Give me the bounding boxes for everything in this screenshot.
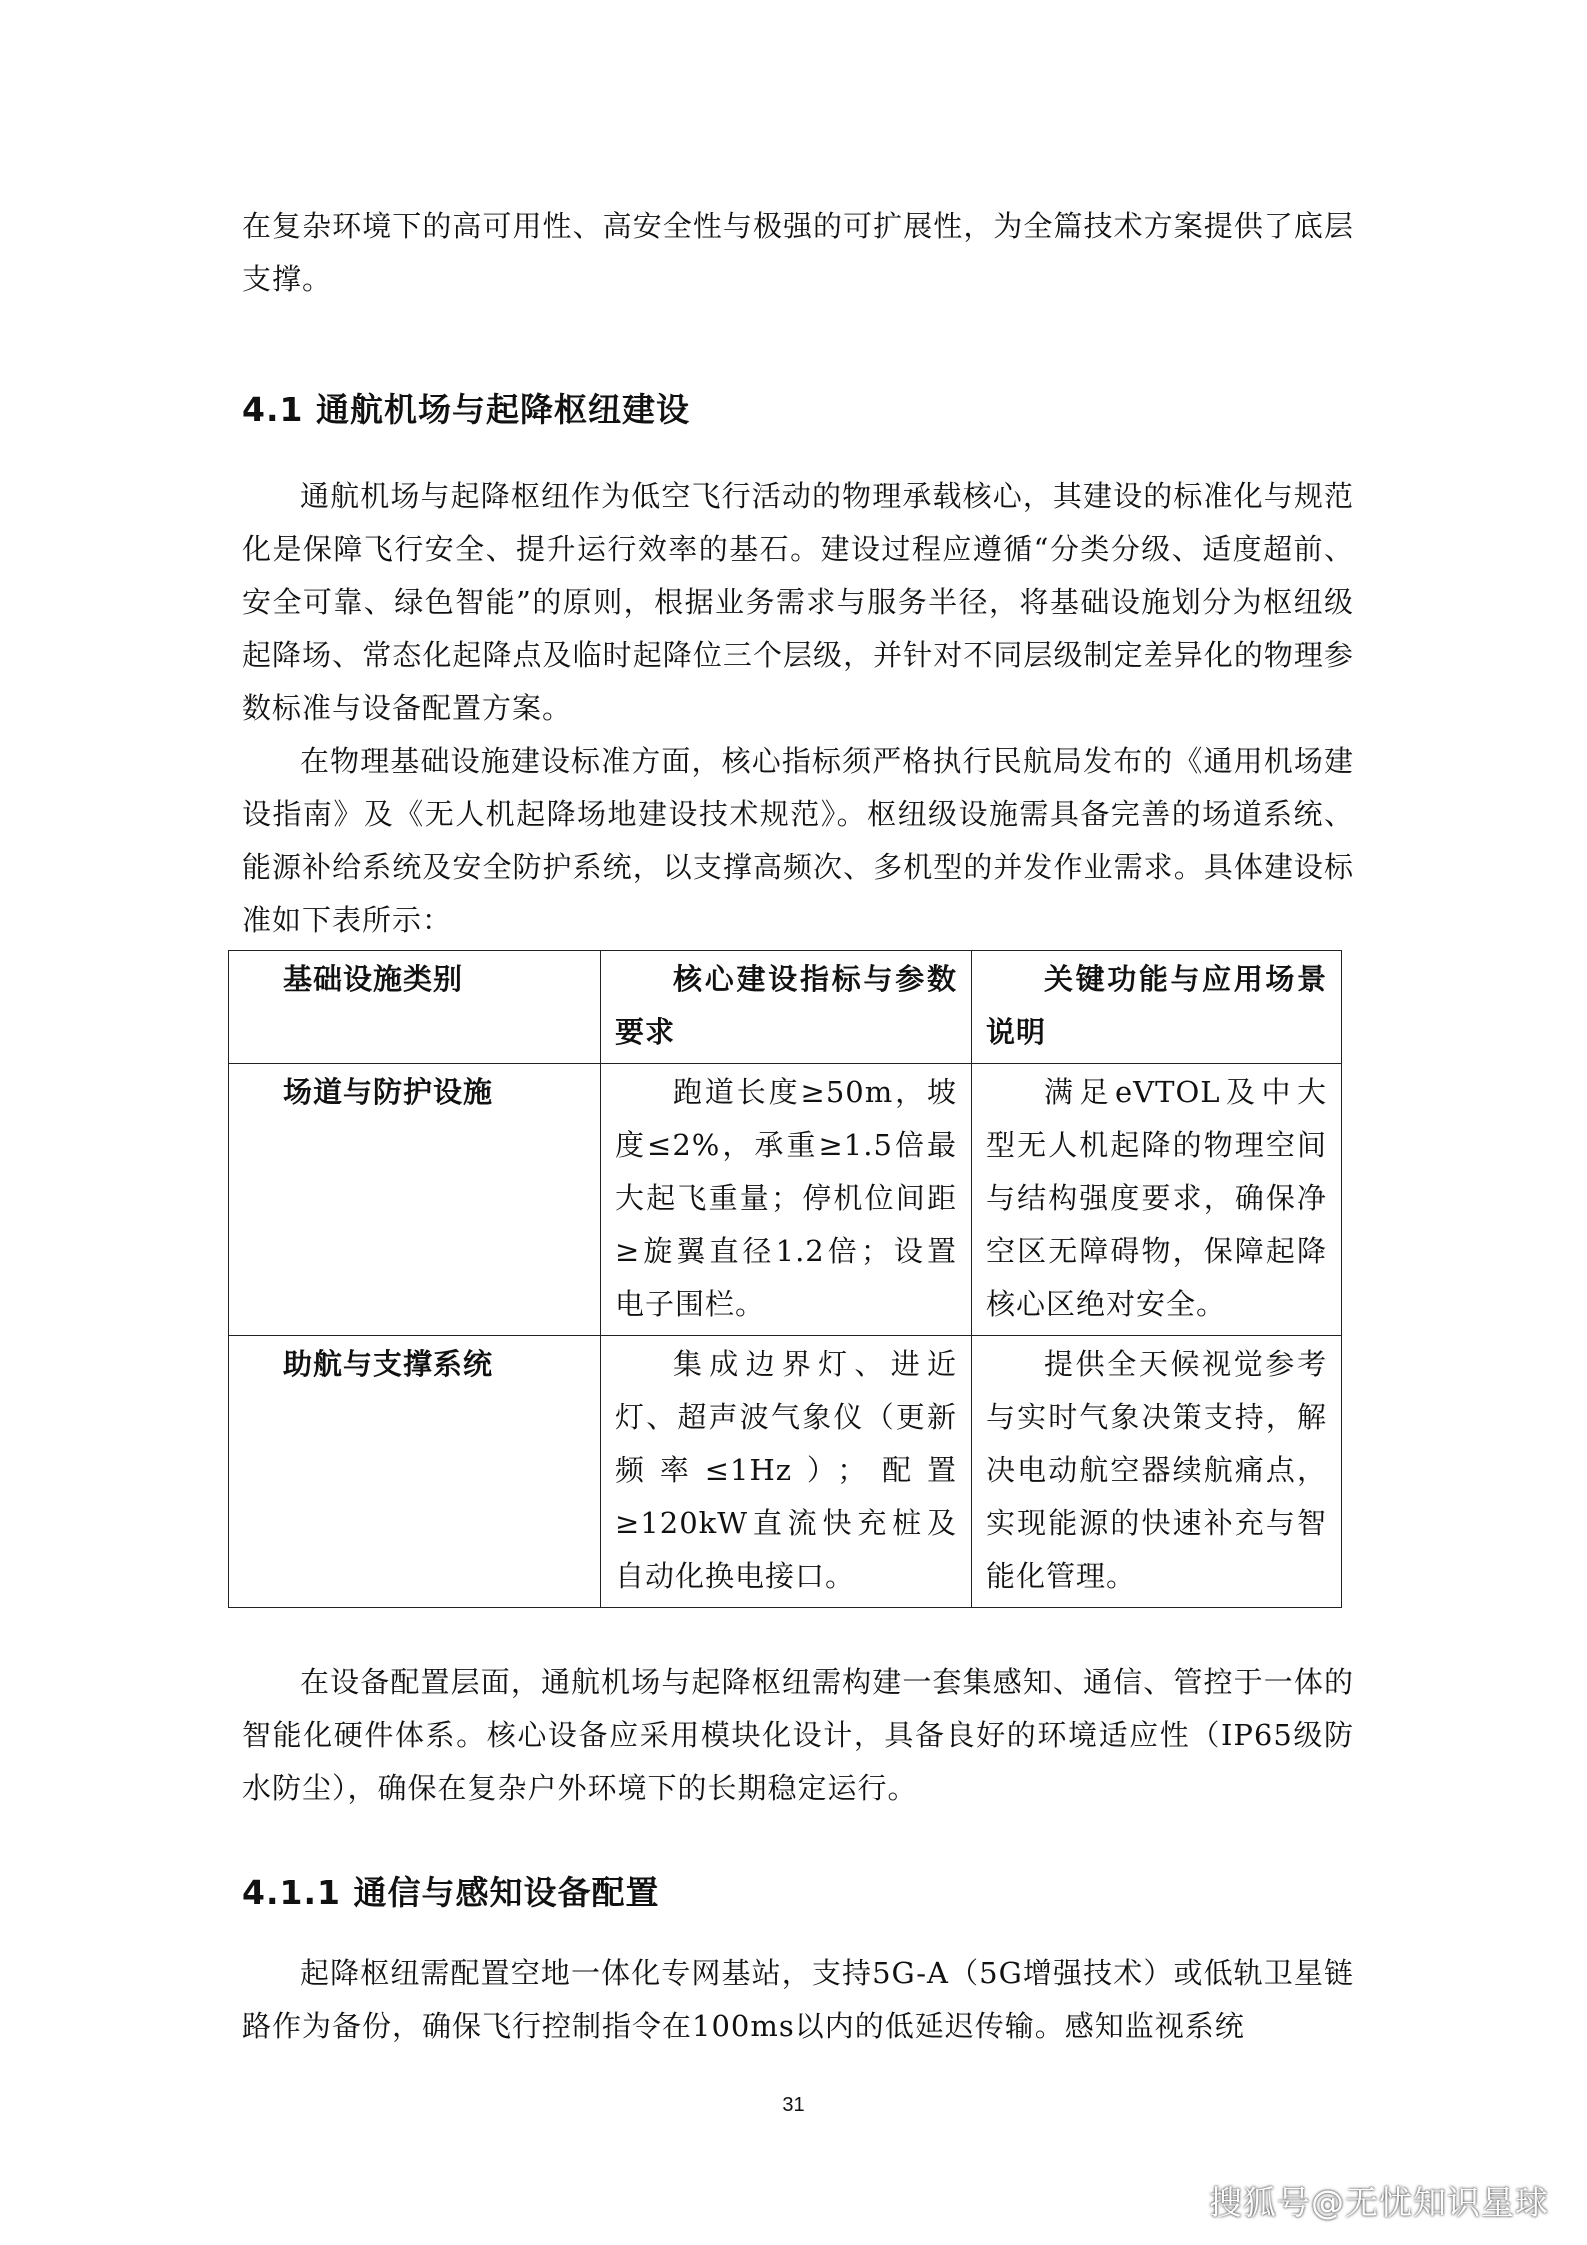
table-cell-category: 助航与支撑系统	[229, 1336, 601, 1608]
section-heading-4-1-1: 4.1.1 通信与感知设备配置	[242, 1873, 660, 1912]
table-cell-description: 提供全天候视觉参考与实时气象决策支持，解决电动航空器续航痛点，实现能源的快速补充与智能化管理。	[972, 1336, 1342, 1608]
table-header-cell: 基础设施类别	[229, 951, 601, 1064]
paragraph-equipment: 在设备配置层面，通航机场与起降枢纽需构建一套集感知、通信、管控于一体的智能化硬件体系。核心设备应采用模块化设计，具备良好的环境适应性（IP65级防水防尘），确保在复杂户外环境下的长期稳定运行。	[242, 1665, 1354, 1805]
table-header-cell: 核心建设指标与参数要求	[601, 951, 972, 1064]
construction-standards-table	[228, 950, 1342, 1608]
paragraph-overview: 通航机场与起降枢纽作为低空飞行活动的物理承载核心，其建设的标准化与规范化是保障飞行安全、提升运行效率的基石。建设过程应遵循“分类分级、适度超前、安全可靠、绿色智能”的原则，根据业务需求与服务半径，将基础设施划分为枢纽级起降场、常态化起降点及临时起降位三个层级，并针对不同层级制定差异化的物理参数标准与设备配置方案。	[242, 479, 1354, 725]
table-row	[229, 1064, 1342, 1336]
table-cell-parameters: 跑道长度≥50m，坡度≤2%，承重≥1.5倍最大起飞重量；停机位间距≥旋翼直径1.2倍；设置电子围栏。	[601, 1064, 972, 1336]
paragraph-standards: 在物理基础设施建设标准方面，核心指标须严格执行民航局发布的《通用机场建设指南》及《无人机起降场地建设技术规范》。枢纽级设施需具备完善的场道系统、能源补给系统及安全防护系统，以支撑高频次、多机型的并发作业需求。具体建设标准如下表所示：	[242, 744, 1354, 937]
table-header-row	[229, 951, 1342, 1064]
table-cell-description: 满足eVTOL及中大型无人机起降的物理空间与结构强度要求，确保净空区无障碍物，保障起降核心区绝对安全。	[972, 1064, 1342, 1336]
table-header-cell: 关键功能与应用场景说明	[972, 951, 1342, 1064]
table-row	[229, 1336, 1342, 1608]
intro-paragraph: 在复杂环境下的高可用性、高安全性与极强的可扩展性，为全篇技术方案提供了底层支撑。	[242, 209, 1354, 296]
table-cell-category: 场道与防护设施	[229, 1064, 601, 1336]
table-cell-parameters: 集成边界灯、进近灯、超声波气象仪（更新频率≤1Hz）；配置≥120kW直流快充桩及自动化换电接口。	[601, 1336, 972, 1608]
page-number: 31	[782, 2094, 805, 2116]
paragraph-communication: 起降枢纽需配置空地一体化专网基站，支持5G-A（5G增强技术）或低轨卫星链路作为备份，确保飞行控制指令在100ms以内的低延迟传输。感知监视系统	[242, 1956, 1354, 2043]
section-heading-4-1: 4.1 通航机场与起降枢纽建设	[242, 390, 690, 429]
watermark: 搜狐号@无忧知识星球	[1209, 2183, 1549, 2222]
